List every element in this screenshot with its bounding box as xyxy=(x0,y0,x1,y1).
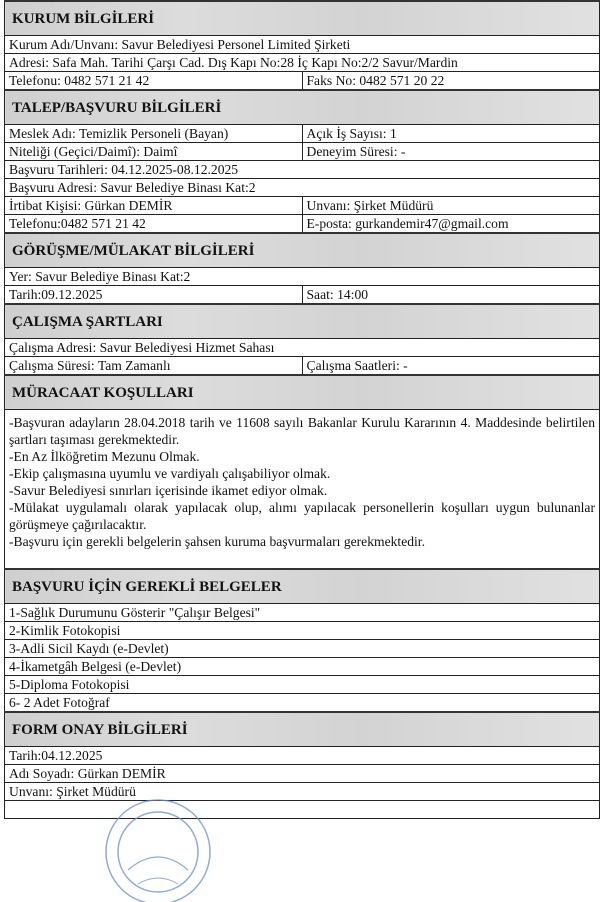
talep-tarihler: Başvuru Tarihleri: 04.12.2025-08.12.2025 xyxy=(5,161,600,179)
section-header-belgeler: BAŞVURU İÇİN GEREKLİ BELGELER xyxy=(5,569,600,604)
talep-meslek: Meslek Adı: Temizlik Personeli (Bayan) xyxy=(5,125,303,143)
condition-line: -Başvuran adayların 28.04.2018 tarih ve 11608 sayılı Bakanlar Kurulu Kararının 4. Maddesinde belirtilen şartları taşıması gerekmektedir. xyxy=(9,415,595,447)
belge-item: 3-Adli Sicil Kaydı (e-Devlet) xyxy=(5,640,600,658)
talep-nitelik: Niteliği (Geçici/Daimî): Daimî xyxy=(5,143,303,161)
application-form xyxy=(4,0,600,819)
condition-line: -Ekip çalışmasına uyumlu ve vardiyalı çalışabiliyor olmak. xyxy=(9,466,331,481)
calisma-sure: Çalışma Süresi: Tam Zamanlı xyxy=(5,357,303,376)
gorusme-yer: Yer: Savur Belediye Binası Kat:2 xyxy=(5,268,600,286)
onay-signature-row xyxy=(5,801,600,819)
kurum-adres: Adresi: Safa Mah. Tarihi Çarşı Cad. Dış Kapı No:28 İç Kapı No:2/2 Savur/Mardin xyxy=(5,54,600,72)
condition-line: -En Az İlköğretim Mezunu Olmak. xyxy=(9,449,200,464)
talep-unvan: Unvanı: Şirket Müdürü xyxy=(302,197,600,215)
section-header-gorusme: GÖRÜŞME/MÜLAKAT BİLGİLERİ xyxy=(5,233,600,268)
belge-item: 4-İkametgâh Belgesi (e-Devlet) xyxy=(5,658,600,676)
calisma-saatler: Çalışma Saatleri: - xyxy=(302,357,600,376)
condition-line: -Mülakat uygulamalı olarak yapılacak olup, alımı yapılacak personellerin koşulları uygun bulunanlar görüşmeye çağırılacaktır. xyxy=(9,500,595,532)
talep-adres: Başvuru Adresi: Savur Belediye Binası Kat:2 xyxy=(5,179,600,197)
section-header-muracaat: MÜRACAAT KOŞULLARI xyxy=(5,375,600,410)
talep-eposta[interactable]: E-posta: gurkandemir47@gmail.com xyxy=(302,215,600,234)
section-header-kurum: KURUM BİLGİLERİ xyxy=(5,1,600,36)
kurum-telefon: Telefonu: 0482 571 21 42 xyxy=(5,72,303,91)
onay-unvan: Unvanı: Şirket Müdürü xyxy=(5,783,600,801)
section-header-talep: TALEP/BAŞVURU BİLGİLERİ xyxy=(5,90,600,125)
form-table xyxy=(4,0,600,819)
belge-item: 1-Sağlık Durumunu Gösterir "Çalışır Belgesi" xyxy=(5,604,600,622)
section-header-onay: FORM ONAY BİLGİLERİ xyxy=(5,712,600,747)
talep-telefon: Telefonu:0482 571 21 42 xyxy=(5,215,303,234)
gorusme-saat: Saat: 14:00 xyxy=(302,286,600,305)
muracaat-conditions xyxy=(5,410,600,570)
belge-item: 6- 2 Adet Fotoğraf xyxy=(5,694,600,713)
condition-line: -Başvuru için gerekli belgelerin şahsen kuruma başvurmaları gerekmektedir. xyxy=(9,534,425,549)
calisma-adres: Çalışma Adresi: Savur Belediyesi Hizmet Sahası xyxy=(5,339,600,357)
kurum-adi: Kurum Adı/Unvanı: Savur Belediyesi Personel Limited Şirketi xyxy=(5,36,600,54)
condition-line: -Savur Belediyesi sınırları içerisinde ikamet ediyor olmak. xyxy=(9,483,328,498)
section-header-calisma: ÇALIŞMA ŞARTLARI xyxy=(5,304,600,339)
talep-acik-is: Açık İş Sayısı: 1 xyxy=(302,125,600,143)
belge-item: 5-Diploma Fotokopisi xyxy=(5,676,600,694)
talep-irtibat: İrtibat Kişisi: Gürkan DEMİR xyxy=(5,197,303,215)
talep-deneyim: Deneyim Süresi: - xyxy=(302,143,600,161)
gorusme-tarih: Tarih:09.12.2025 xyxy=(5,286,303,305)
kurum-faks: Faks No: 0482 571 20 22 xyxy=(302,72,600,91)
onay-tarih: Tarih:04.12.2025 xyxy=(5,747,600,765)
onay-adi: Adı Soyadı: Gürkan DEMİR xyxy=(5,765,600,783)
belge-item: 2-Kimlik Fotokopisi xyxy=(5,622,600,640)
